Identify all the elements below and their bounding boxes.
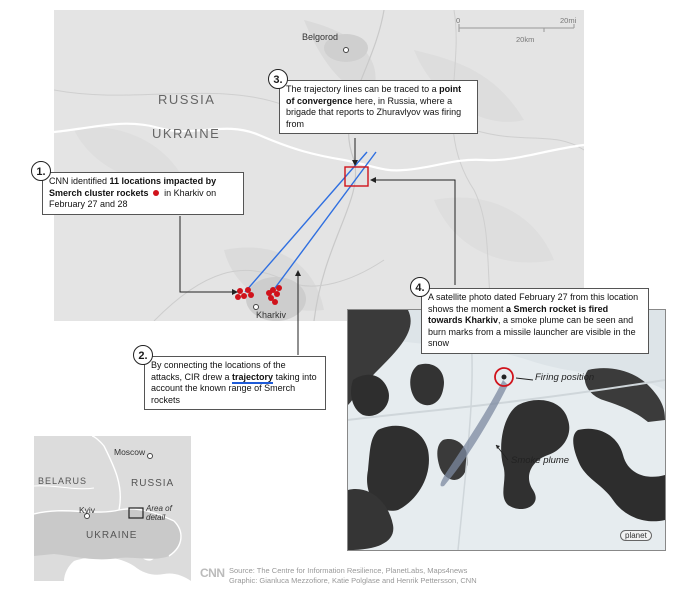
callout-4-bold: a Smerch rocket is fired towards Kharkiv	[428, 303, 609, 325]
callout-3-text-after: here, in Russia, where a brigade that reports to Zhuravlyov was firing from	[286, 95, 462, 129]
country-russia: RUSSIA	[158, 92, 216, 107]
inset-russia: RUSSIA	[131, 478, 175, 489]
impact-dot	[248, 292, 254, 298]
trajectory-layer	[54, 10, 584, 321]
callout-1-number: 1.	[31, 161, 51, 181]
kharkiv-marker	[254, 305, 259, 310]
trajectory-line-east	[272, 152, 376, 292]
source-line: Source: The Centre for Information Resilience, PlanetLabs, Maps4news	[229, 566, 468, 575]
trajectory-line-west	[245, 152, 367, 292]
impact-dot	[237, 288, 243, 294]
callout-2	[144, 356, 326, 410]
callout-1	[42, 172, 244, 215]
inset-area-label: Area of detail	[146, 504, 172, 522]
callout-4	[421, 288, 649, 354]
inset-belarus: BELARUS	[38, 476, 88, 486]
callout-2-text-after: taking into account the known range of Smerch rockets	[151, 371, 317, 405]
scale-miles: 20mi	[560, 16, 577, 25]
moscow-marker	[148, 454, 153, 459]
callout-1-text-before: CNN identified	[49, 176, 110, 186]
cnn-logo: CNN	[200, 566, 225, 580]
callout-3-bold: point of convergence	[286, 84, 462, 106]
place-belgorod: Belgorod	[302, 32, 339, 42]
convergence-box	[345, 167, 368, 186]
main-map	[54, 10, 584, 321]
impact-dot	[272, 299, 278, 305]
scale-km: 20km	[516, 35, 535, 44]
callout-1-bold: 11 locations impacted by Smerch cluster rockets	[49, 176, 217, 198]
impact-dot	[241, 293, 247, 299]
callout-2-bold: trajectory	[232, 371, 274, 382]
callout-3	[279, 80, 478, 134]
callout-4-text-before: A satellite photo dated February 27 from this location shows the moment	[428, 292, 639, 314]
callout-2-text-before: By connecting the locations of the attacks, CIR drew a	[151, 360, 286, 382]
inset-ukraine: UKRAINE	[86, 530, 138, 541]
inset-kyiv: Kyiv	[79, 505, 96, 515]
graphic-line: Graphic: Gianluca Mezzofiore, Katie Polglase and Henrik Pettersson, CNN	[229, 575, 477, 585]
planet-logo: planet	[620, 530, 652, 541]
callout-4-number: 4.	[410, 277, 430, 297]
impact-legend-dot	[153, 190, 159, 196]
belgorod-marker	[344, 48, 349, 53]
inset-moscow: Moscow	[114, 447, 146, 457]
smoke-plume-label: Smoke plume	[511, 455, 570, 466]
callout-2-number: 2.	[133, 345, 153, 365]
country-ukraine: UKRAINE	[152, 126, 221, 141]
callout-3-number: 3.	[268, 69, 288, 89]
source-credits	[229, 566, 477, 585]
impact-dot	[266, 290, 272, 296]
callout-4-text-after: , a smoke plume can be seen and burn marks from a missile launcher are visible in the snow	[428, 315, 636, 348]
firing-position-label: Firing position	[535, 372, 595, 383]
place-kharkiv: Kharkiv	[256, 310, 287, 320]
impact-dot	[245, 287, 251, 293]
callout-3-text-before: The trajectory lines can be traced to a	[286, 84, 440, 94]
impact-dot	[274, 291, 280, 297]
impact-dot	[235, 294, 241, 300]
scale-zero: 0	[456, 16, 461, 25]
callout-1-text-after: in Kharkiv on February 27 and 28	[49, 187, 217, 209]
impact-dot	[276, 285, 282, 291]
inset-map	[34, 436, 191, 581]
